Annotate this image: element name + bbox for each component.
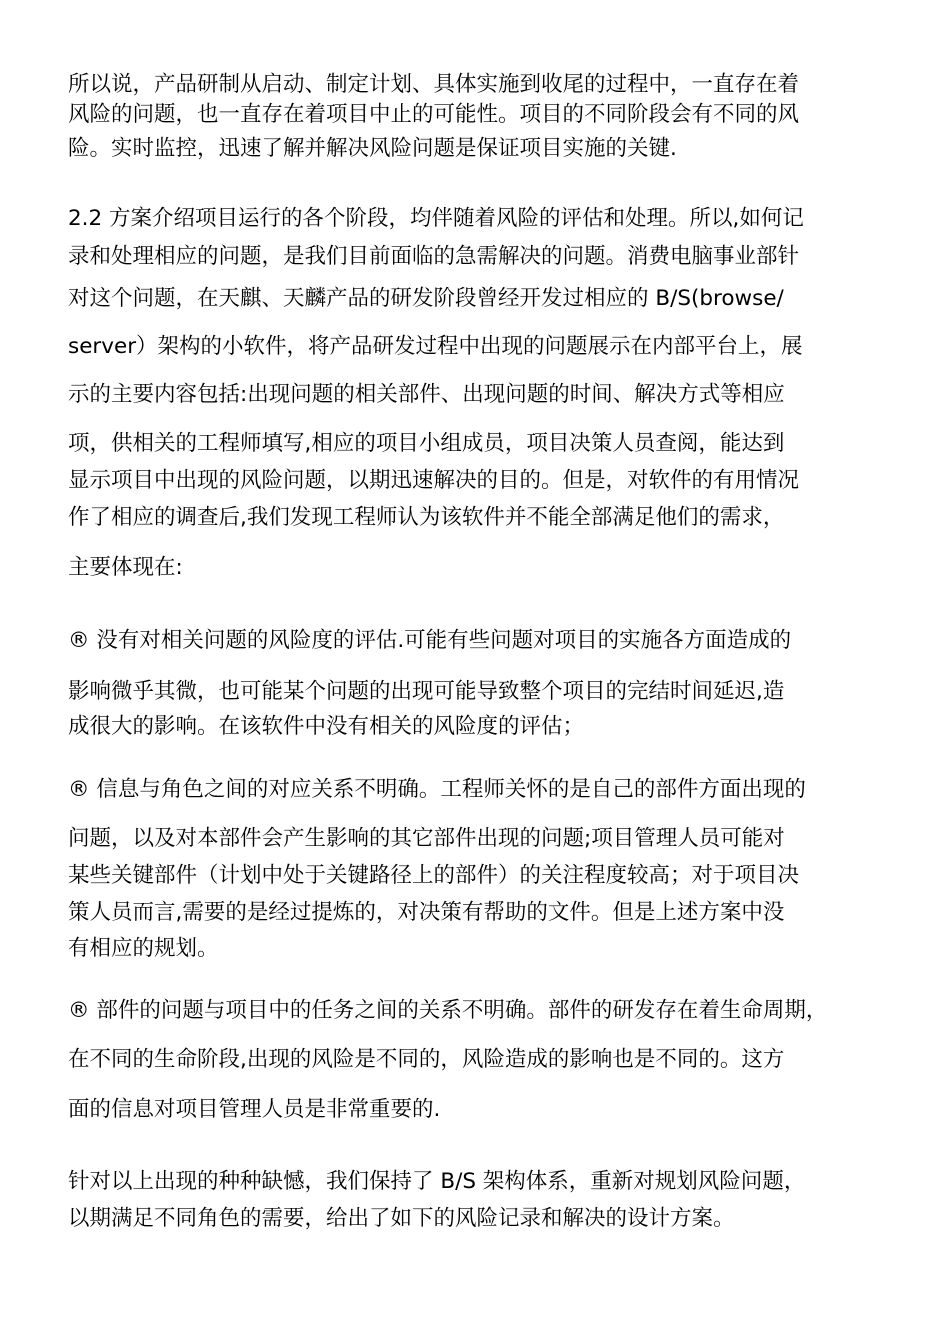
text-line: 策人员而言,需要的是经过提炼的，对决策有帮助的文件。但是上述方案中没 [68, 900, 785, 925]
text-line: 针对以上出现的种种缺憾，我们保持了 B/S 架构体系，重新对规划风险问题， [68, 1169, 806, 1194]
text-line: 作了相应的调查后,我们发现工程师认为该软件并不能全部满足他们的需求， [68, 505, 785, 530]
text-line: 显示项目中出现的风险问题，以期迅速解决的目的。但是，对软件的有用情况 [68, 468, 800, 493]
text-line: 项，供相关的工程师填写,相应的项目小组成员，项目决策人员查阅，能达到 [68, 431, 785, 456]
bullet-line: ® 信息与角色之间的对应关系不明确。工程师关怀的是自己的部件方面出现的 [68, 777, 806, 802]
text-line: 风险的问题，也一直存在着项目中止的可能性。项目的不同阶段会有不同的风 [68, 102, 800, 127]
text-line: 示的主要内容包括:出现问题的相关部件、出现问题的时间、解决方式等相应 [68, 382, 785, 407]
text-line: 对这个问题，在天麒、天麟产品的研发阶段曾经开发过相应的 B/S(browse/ [68, 286, 784, 311]
text-line: 面的信息对项目管理人员是非常重要的. [68, 1097, 441, 1122]
bullet-line: ® 没有对相关问题的风险度的评估.可能有些问题对项目的实施各方面造成的 [68, 628, 792, 653]
text-line: 有相应的规划。 [68, 936, 219, 961]
text-line: 主要体现在: [68, 555, 183, 580]
text-line: server）架构的小软件，将产品研发过程中出现的问题展示在内部平台上，展 [68, 334, 803, 359]
section-heading-line: 2.2 方案介绍项目运行的各个阶段，均伴随着风险的评估和处理。所以,如何记 [68, 206, 804, 231]
text-line: 在不同的生命阶段,出现的风险是不同的，风险造成的影响也是不同的。这方 [68, 1047, 785, 1072]
text-line: 问题，以及对本部件会产生影响的其它部件出现的问题;项目管理人员可能对 [68, 826, 785, 851]
text-line: 以期满足不同角色的需要，给出了如下的风险记录和解决的设计方案。 [68, 1206, 735, 1231]
text-line: 成很大的影响。在该软件中没有相关的风险度的评估； [68, 714, 585, 739]
bullet-line: ® 部件的问题与项目中的任务之间的关系不明确。部件的研发存在着生命周期， [68, 998, 828, 1023]
text-line: 影响微乎其微，也可能某个问题的出现可能导致整个项目的完结时间延迟,造 [68, 679, 785, 704]
text-line: 某些关键部件（计划中处于关键路径上的部件）的关注程度较高；对于项目决 [68, 863, 800, 888]
text-line: 录和处理相应的问题，是我们目前面临的急需解决的问题。消费电脑事业部针 [68, 244, 800, 269]
text-line: 所以说，产品研制从启动、制定计划、具体实施到收尾的过程中，一直存在着 [68, 72, 800, 97]
text-line: 险。实时监控，迅速了解并解决风险问题是保证项目实施的关键. [68, 136, 677, 161]
